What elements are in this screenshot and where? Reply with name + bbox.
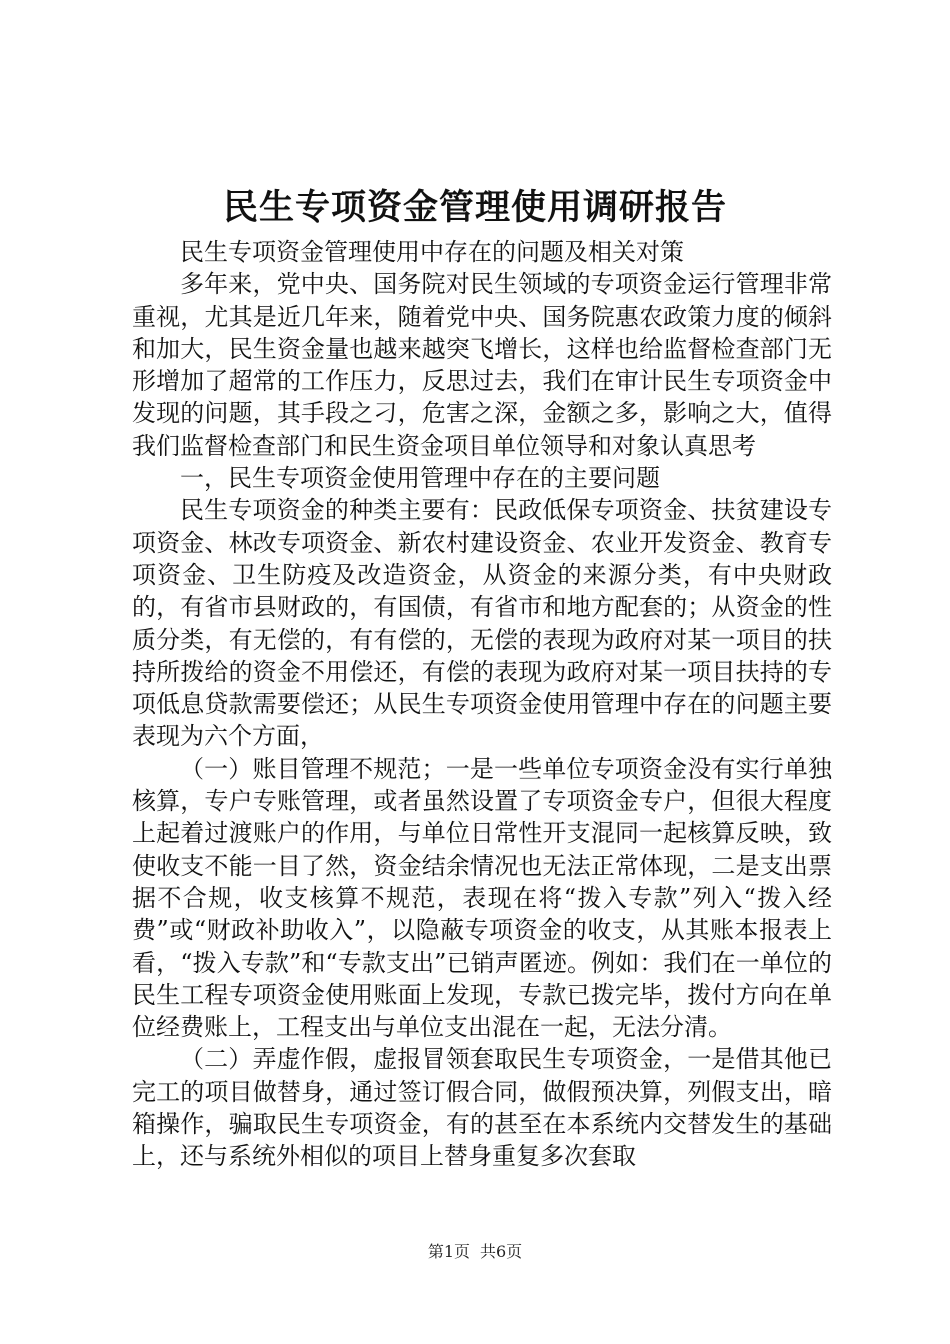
section-heading-main-problems: 一，民生专项资金使用管理中存在的主要问题 <box>180 464 660 493</box>
body-paragraph-intro: 多年来，党中央、国务院对民生领域的专项资金运行管理非常重视，尤其是近几年来，随着党中央、国务院惠农政策力度的倾斜和加大，民生资金量也越来越突飞增长，这样也给监督检查部门无形增加了超常的工作压力，反思过去，我们在审计民生专项资金中发现的问题，其手段之刁，危害之深，金额之多，影响之大，值得我们监督检查部门和民生资金项目单位领导和对象认真思考 <box>132 270 832 460</box>
page-footer <box>0 1240 950 1264</box>
page-number-current: 第1页 <box>427 1242 470 1261</box>
body-paragraph-fraud-issues: （二）弄虚作假，虚报冒领套取民生专项资金，一是借其他已完工的项目做替身，通过签订假合同，做假预决算，列假支出，暗箱操作，骗取民生专项资金，有的甚至在本系统内交替发生的基础上，还与系统外相似的项目上替身重复多次套取 <box>132 1045 832 1171</box>
document-title: 民生专项资金管理使用调研报告 <box>222 187 727 228</box>
document-body <box>132 236 832 1173</box>
page-number-total: 共6页 <box>480 1242 523 1261</box>
body-paragraph-fund-types: 民生专项资金的种类主要有：民政低保专项资金、扶贫建设专项资金、林改专项资金、新农村建设资金、农业开发资金、教育专项资金、卫生防疫及改造资金，从资金的来源分类，有中央财政的，有省市县财政的，有国债，有省市和地方配套的；从资金的性质分类，有无偿的，有有偿的，无偿的表现为政府对某一项目的扶持所拨给的资金不用偿还，有偿的表现为政府对某一项目扶持的专项低息贷款需要偿还；从民生专项资金使用管理中存在的问题主要表现为六个方面， <box>132 496 832 751</box>
body-paragraph-subtitle: 民生专项资金管理使用中存在的问题及相关对策 <box>180 238 684 266</box>
body-paragraph-accounting-issues: （一）账目管理不规范；一是一些单位专项资金没有实行单独核算，专户专账管理，或者虽然设置了专项资金专户，但很大程度上起着过渡账户的作用，与单位日常性开支混同一起核算反映，致使收支不能一目了然，资金结余情况也无法正常体现，二是支出票据不合规，收支核算不规范，表现在将“拨入专款”列入“拨入经费”或“财政补助收入”，以隐蔽专项资金的收支，从其账本报表上看，“拨入专款”和“专款支出”已销声匿迹。例如：我们在一单位的民生工程专项资金使用账面上发现，专款已拨完毕，拨付方向在单位经费账上，工程支出与单位支出混在一起，无法分清。 <box>132 754 832 1042</box>
